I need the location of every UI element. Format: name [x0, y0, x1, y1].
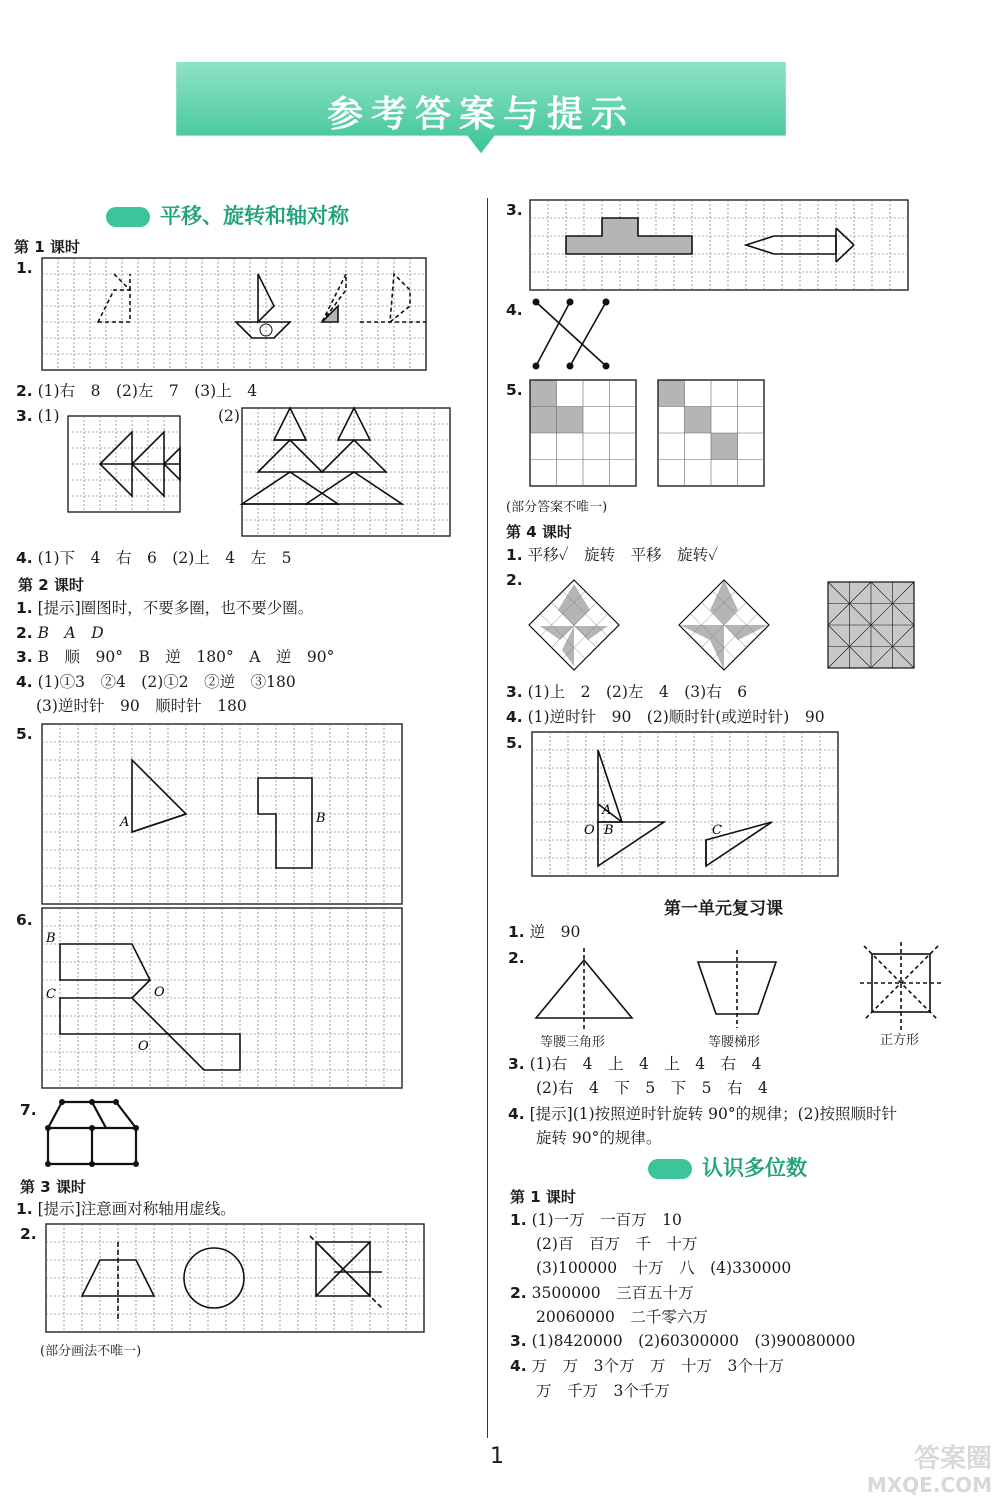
point-label-b: B: [46, 931, 56, 946]
pattern-fill: [574, 626, 608, 640]
segment: [48, 1102, 62, 1128]
answer-line: 1. [提示]圈图时，不要多圈，也不要少圈。: [16, 599, 314, 617]
answer-line: 旋转 90°的规律。: [536, 1129, 662, 1147]
match-head: [45, 1161, 51, 1167]
note: (部分答案不唯一): [506, 500, 608, 515]
answer-line: (3)逆时针 90 顺时针 180: [36, 697, 247, 715]
matchstick-figure: [44, 1098, 140, 1168]
match-head: [133, 1125, 139, 1131]
question-number: 3.: [506, 201, 523, 219]
grid-figure: [240, 406, 448, 538]
watermark-text: 答案圈: [913, 1444, 992, 1474]
shaded-cell: [658, 380, 685, 407]
shape: [60, 944, 150, 980]
unit-heading: [648, 1152, 807, 1182]
unit-heading: [106, 200, 349, 230]
note: (部分画法不唯一): [40, 1344, 142, 1359]
question-number: 6.: [16, 911, 33, 929]
answer-line: 4. [提示](1)按照逆时针旋转 90°的规律；(2)按照顺时针: [508, 1105, 898, 1123]
grid-figure: [66, 414, 194, 512]
match-head: [45, 1125, 51, 1131]
segment: [570, 302, 606, 366]
point-label-c: C: [712, 823, 722, 838]
match-head: [113, 1099, 119, 1105]
point-label-a: A: [120, 815, 130, 830]
answer-line: 4. (1)①3 ②4 (2)①2 ②逆 ③180: [16, 673, 296, 691]
answer-label: (2): [218, 407, 240, 425]
answer-line: 2. (1)右 8 (2)左 7 (3)上 4: [16, 382, 258, 400]
question-number: 5.: [506, 734, 523, 752]
answer-line: 3. (1): [16, 407, 60, 425]
shaded-grid: [656, 378, 766, 488]
grid-figure: [530, 730, 844, 888]
answer-line: 3. (1)右 4 上 4 上 4 右 4: [508, 1055, 762, 1073]
lesson-heading: 第 3 课时: [20, 1178, 86, 1196]
match-head: [89, 1161, 95, 1167]
segment: [536, 302, 606, 366]
shape: [746, 236, 836, 254]
point-label-o: O: [154, 985, 165, 1000]
lesson-heading: 第 4 课时: [506, 523, 572, 541]
question-number: 5.: [506, 381, 523, 399]
unit-title: 认识多位数: [702, 1156, 807, 1180]
lesson-heading: 第 1 课时: [14, 238, 80, 256]
matching-lines: [526, 296, 646, 374]
grid-figure: [40, 906, 410, 1092]
rotation-pattern: [528, 570, 968, 682]
segment: [116, 1102, 136, 1128]
match-head: [59, 1099, 65, 1105]
shape-caption: 等腰三角形: [540, 1035, 606, 1050]
answer-line: 1. 平移✓ 旋转 平移 旋转✓: [506, 546, 719, 564]
grid-figure: [40, 722, 402, 898]
shape-caption: 正方形: [880, 1033, 920, 1048]
question-number: 5.: [16, 725, 33, 743]
segment: [132, 980, 150, 998]
unit-badge: [648, 1159, 692, 1179]
segment: [836, 228, 854, 245]
answer-line: 2. B A D: [16, 624, 104, 642]
point-label-c: C: [46, 987, 56, 1002]
grid-figure: [528, 198, 912, 292]
question-number: 4.: [506, 301, 523, 319]
lesson-heading: 第 2 课时: [18, 576, 84, 594]
point-label-a: A: [602, 803, 612, 818]
lesson-heading: 第 1 课时: [510, 1188, 576, 1206]
watermark: [867, 1446, 992, 1498]
shaded-grid: [528, 378, 638, 488]
answer-line: 3. (1)8420000 (2)60300000 (3)90080000: [510, 1332, 856, 1350]
question-number: 1.: [16, 259, 33, 277]
unit-title: 平移、旋转和轴对称: [160, 204, 349, 228]
answer-line: 万 千万 3个千万: [536, 1382, 670, 1400]
answer-line: 1. [提示]注意画对称轴用虚线。: [16, 1200, 236, 1218]
answer-line: 4. (1)下 4 右 6 (2)上 4 左 5: [16, 549, 292, 567]
answer-line: 1. (1)一万 一百万 10: [510, 1211, 682, 1229]
point-label-o: O: [138, 1039, 149, 1054]
shape: [390, 274, 410, 322]
answer-line: (2)百 百万 千 十万: [536, 1235, 698, 1253]
point-label-b: B: [316, 811, 326, 826]
watermark-url: MXQE.COM: [866, 1473, 992, 1497]
shaded-cell: [711, 433, 738, 460]
answer-line: 20060000 二千零六万: [536, 1308, 708, 1326]
answer-line: 4. 万 万 3个万 万 十万 3个十万: [510, 1357, 784, 1375]
grid-figure: [44, 1222, 424, 1332]
question-number: 2.: [506, 571, 523, 589]
match-head: [89, 1125, 95, 1131]
answer-line: 4. (1)逆时针 90 (2)顺时针(或逆时针) 90: [506, 708, 825, 726]
question-number: 2.: [508, 949, 525, 967]
question-number: 2.: [20, 1225, 37, 1243]
shaded-block: [620, 236, 692, 254]
shaded-cell: [530, 380, 557, 407]
point-label-o: O: [584, 823, 595, 838]
segment: [536, 302, 570, 366]
shape-caption: 等腰梯形: [708, 1035, 761, 1050]
answer-line: (3)100000 十万 八 (4)330000: [536, 1259, 792, 1277]
answer-line: 1. 逆 90: [508, 923, 581, 941]
shaded-cell: [530, 407, 557, 434]
answer-line: (2)右 4 下 5 下 5 右 4: [536, 1079, 768, 1097]
page-title: 参考答案与提示: [326, 94, 635, 135]
shape: [536, 960, 632, 1018]
match-head: [133, 1161, 139, 1167]
match-head: [89, 1099, 95, 1105]
answer-line: 3. B 顺 90° B 逆 180° A 逆 90°: [16, 648, 335, 666]
segment: [92, 1102, 106, 1128]
shape: [258, 778, 312, 868]
segment: [132, 814, 186, 832]
page-number: 1: [490, 1444, 504, 1469]
segment: [836, 245, 854, 262]
shaded-cell: [685, 407, 712, 434]
point-label-b: B: [604, 823, 614, 838]
section-title: 第一单元复习课: [664, 899, 783, 919]
shaded-cell: [557, 407, 584, 434]
question-number: 7.: [20, 1101, 37, 1119]
column-divider: [487, 198, 488, 1438]
answer-line: 2. 3500000 三百五十万: [510, 1284, 694, 1302]
answer-line: 3. (1)上 2 (2)左 4 (3)右 6: [506, 683, 748, 701]
unit-badge: [106, 207, 150, 227]
grid-figure: [40, 256, 428, 374]
pattern-fill: [558, 584, 590, 626]
